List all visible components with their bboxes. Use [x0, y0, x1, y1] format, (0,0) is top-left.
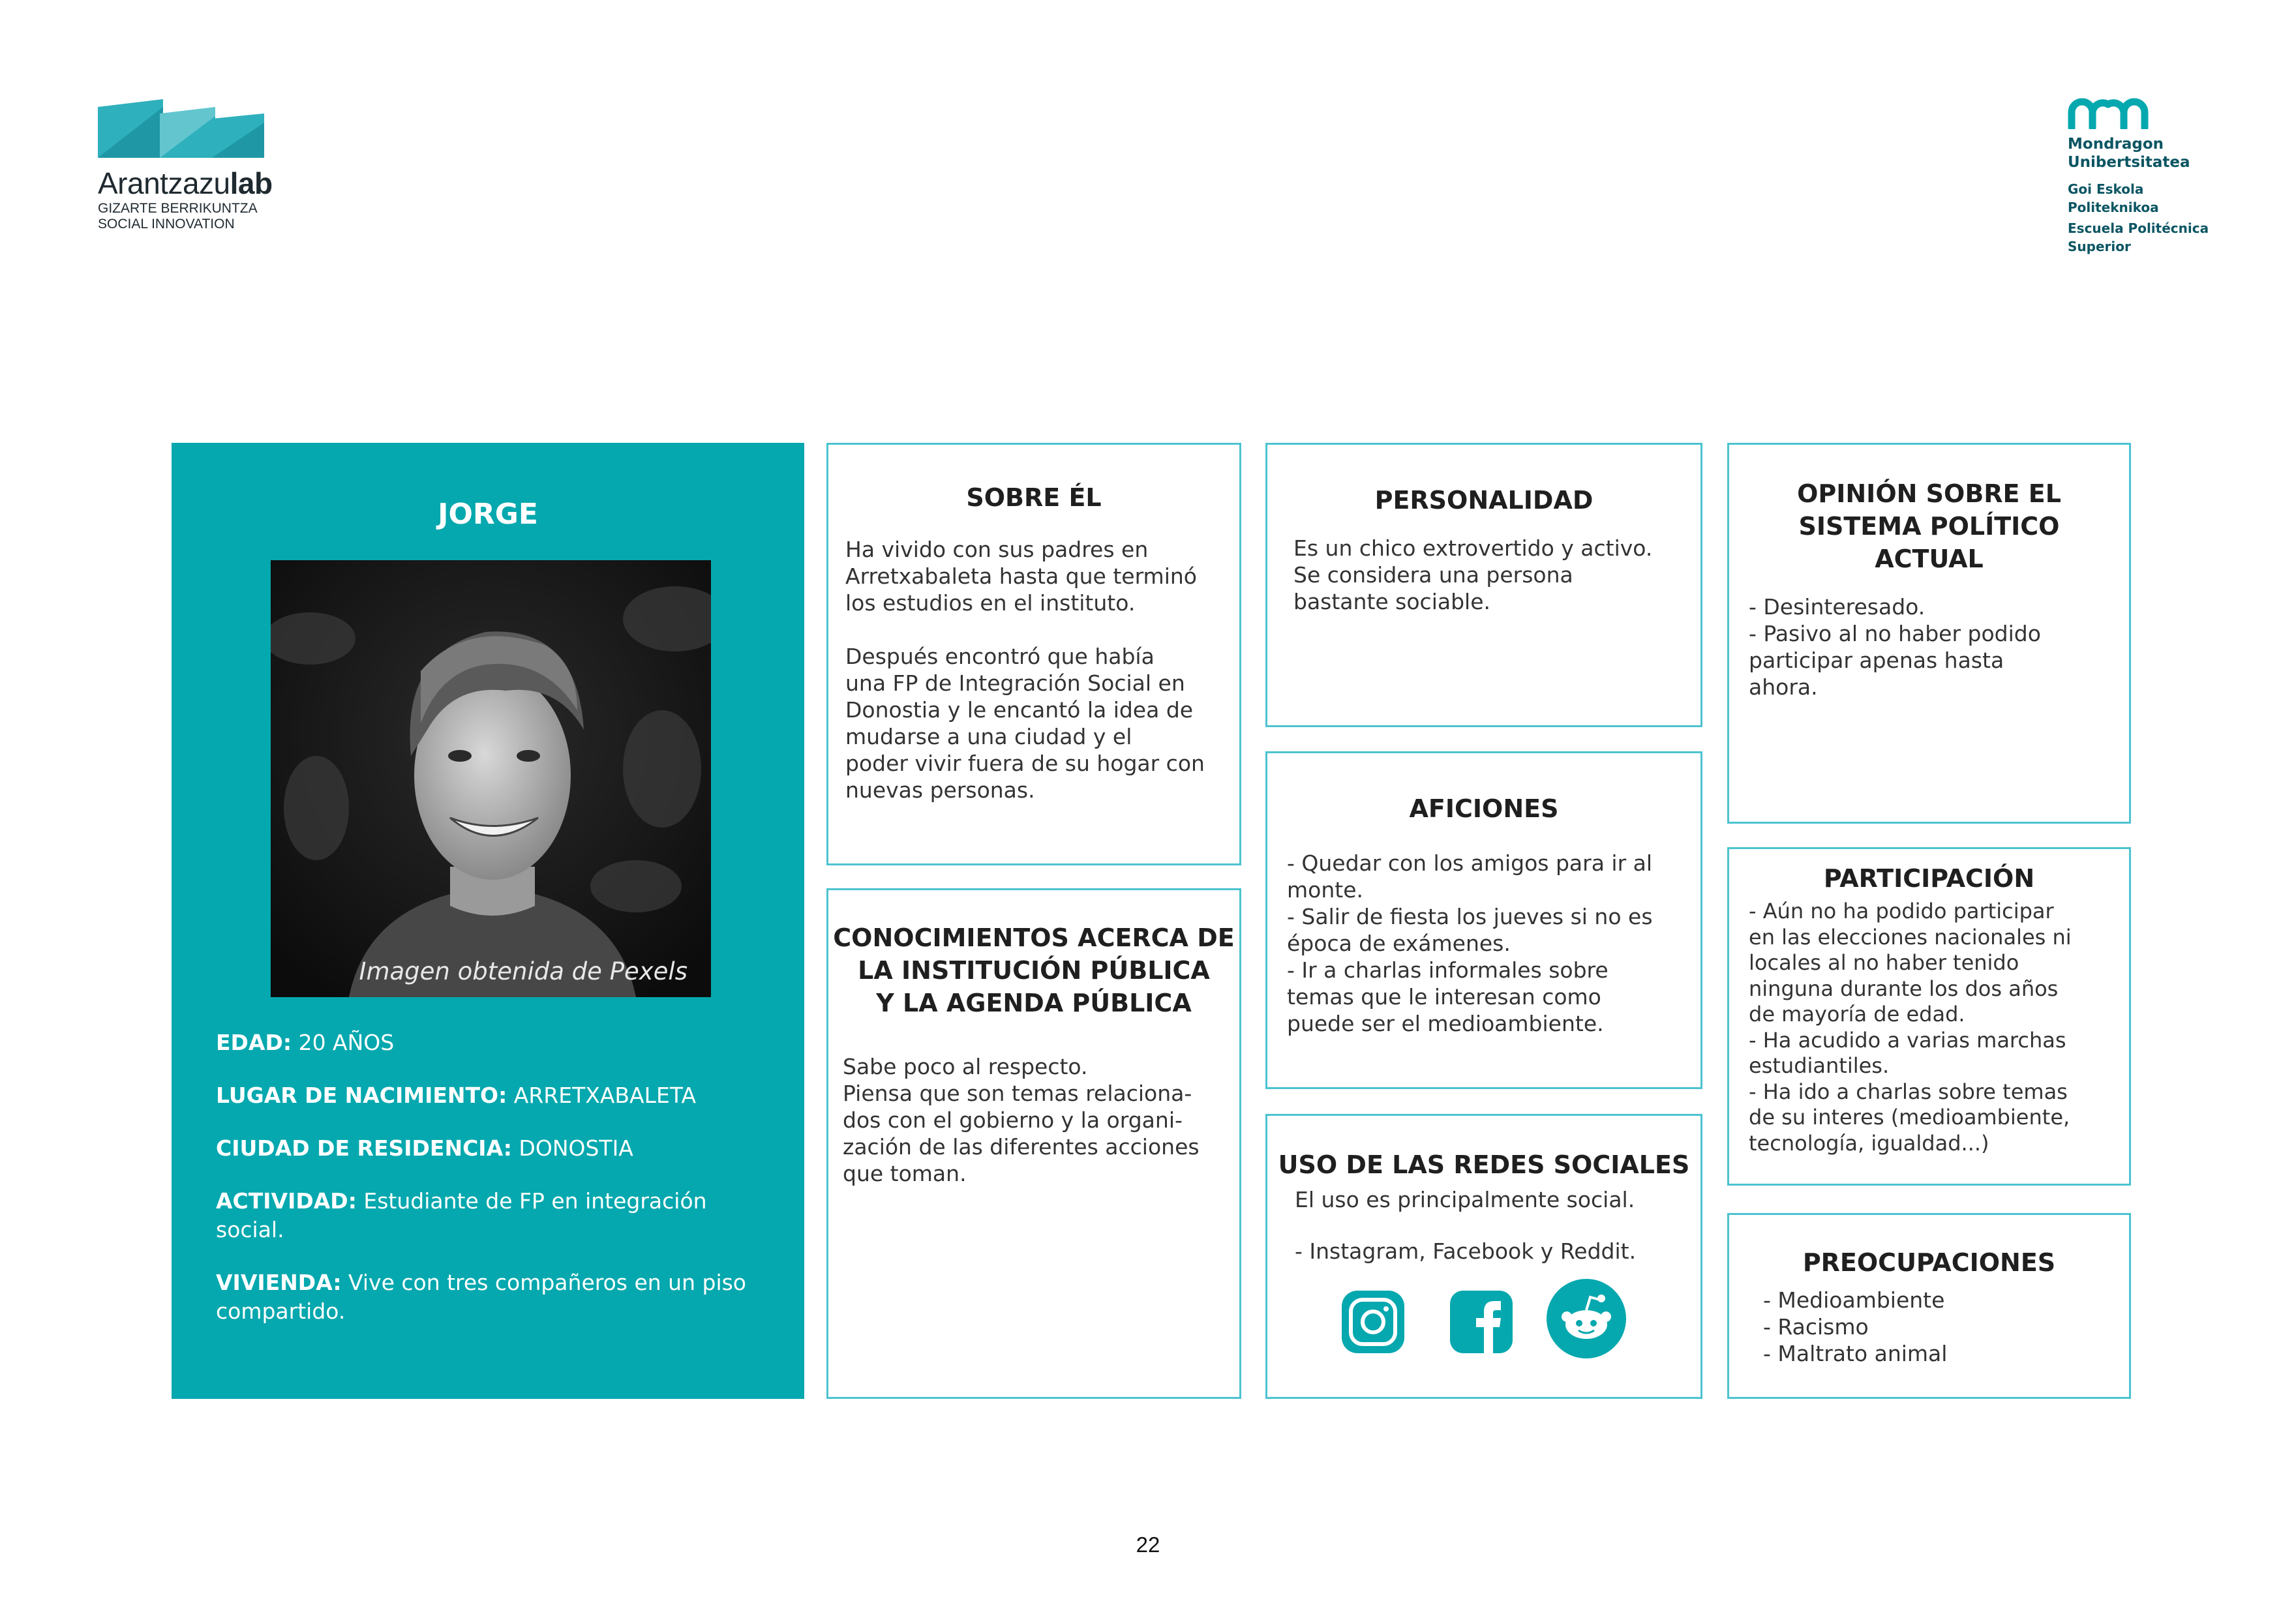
portrait-illustration	[271, 560, 711, 997]
logo-line-5: Escuela Politécnica	[2068, 220, 2209, 236]
fact-lugar-nacimiento: LUGAR DE NACIMIENTO: ARRETXABALETA	[216, 1083, 697, 1108]
box-body: - Aún no ha podido participar en las elecciones nacionales ni locales al no haber tenido ninguna durante los dos años de mayoría de edad. - Ha acudido a varias marchas estudiantiles. - Ha ido a charlas sobre temas de su interes (medioambiente, tecnología, igualdad...)	[1749, 899, 2072, 1156]
box-title: USO DE LAS REDES SOCIALES	[1278, 1150, 1690, 1179]
box-title: AFICIONES	[1409, 794, 1559, 823]
fact-ciudad-residencia: CIUDAD DE RESIDENCIA: DONOSTIA	[216, 1135, 633, 1161]
logo-line-1: Mondragon	[2068, 136, 2164, 153]
logo-subtitle-1: GIZARTE BERRIKUNTZA	[98, 201, 258, 216]
persona-facts	[216, 1028, 764, 1350]
reddit-icon	[1547, 1279, 1626, 1358]
logo-line-2: Unibertsitatea	[2068, 154, 2190, 171]
arantzazulab-mark-icon	[98, 99, 267, 158]
box-title: SOBRE ÉL	[966, 483, 1102, 512]
logo-line-6: Superior	[2068, 239, 2131, 254]
box-title: PARTICIPACIÓN	[1823, 864, 2035, 893]
mondragon-mark-icon	[2068, 98, 2149, 129]
fact-edad: EDAD: 20 AÑOS	[216, 1030, 395, 1055]
logo-line-4: Politeknikoa	[2068, 200, 2159, 215]
box-conocimientos	[826, 888, 1241, 1399]
box-title: PERSONALIDAD	[1374, 486, 1594, 515]
photo-caption: Imagen obtenida de Pexels	[359, 957, 687, 985]
box-redes-sociales	[1265, 1114, 1702, 1399]
persona-profile-card	[172, 443, 804, 1399]
box-preocupaciones	[1727, 1213, 2131, 1399]
box-personalidad	[1265, 443, 1702, 727]
mondragon-logo	[2068, 98, 2237, 267]
box-title: CONOCIMIENTOS ACERCA DE LA INSTITUCIÓN PÚBLICA Y LA AGENDA PÚBLICA	[833, 923, 1235, 1017]
box-participacion	[1727, 847, 2131, 1186]
box-aficiones	[1265, 751, 1702, 1089]
box-body-1: El uso es principalmente social.	[1295, 1187, 1635, 1212]
persona-photo	[271, 560, 711, 997]
box-sobre-el	[826, 443, 1241, 865]
logo-line-3: Goi Eskola	[2068, 181, 2144, 197]
box-body: - Quedar con los amigos para ir al monte. - Salir de fiesta los jueves si no es época de exámenes. - Ir a charlas informales sobre temas que le interesan como puede ser el medioambiente.	[1287, 850, 1653, 1036]
box-body: - Desinteresado. - Pasivo al no haber podido participar apenas hasta ahora.	[1749, 594, 2041, 700]
arantzazulab-wordmark: Arantzazulab	[98, 166, 273, 200]
box-body: - Medioambiente - Racismo - Maltrato animal	[1763, 1287, 1948, 1366]
box-body-2: - Instagram, Facebook y Reddit.	[1295, 1238, 1637, 1264]
box-body: Ha vivido con sus padres en Arretxabaleta hasta que terminó los estudios en el instituto. Después encontró que había una FP de Integración Social en Donostia y le encantó la idea de mudarse a una ciudad y el poder vivir fuera de su hogar con nuevas personas.	[845, 537, 1205, 803]
fact-actividad: ACTIVIDAD: Estudiante de FP en integración social.	[216, 1188, 707, 1242]
box-title: PREOCUPACIONES	[1802, 1248, 2056, 1277]
box-body: Es un chico extrovertido y activo. Se considera una persona bastante sociable.	[1293, 535, 1653, 614]
arantzazulab-logo	[98, 99, 320, 236]
instagram-icon	[1342, 1291, 1404, 1353]
fact-vivienda: VIVIENDA: Vive con tres compañeros en un piso compartido.	[216, 1270, 746, 1324]
box-opinion-sistema-politico	[1727, 443, 2131, 824]
page-number: 22	[1136, 1533, 1160, 1557]
persona-name: JORGE	[438, 498, 538, 531]
box-body: Sabe poco al respecto. Piensa que son temas relaciona- dos con el gobierno y la organi- zación de las diferentes acciones que toman.	[843, 1054, 1200, 1186]
logo-subtitle-2: SOCIAL INNOVATION	[98, 217, 235, 232]
facebook-icon	[1450, 1291, 1513, 1353]
box-title: OPINIÓN SOBRE EL SISTEMA POLÍTICO ACTUAL	[1797, 479, 2061, 573]
